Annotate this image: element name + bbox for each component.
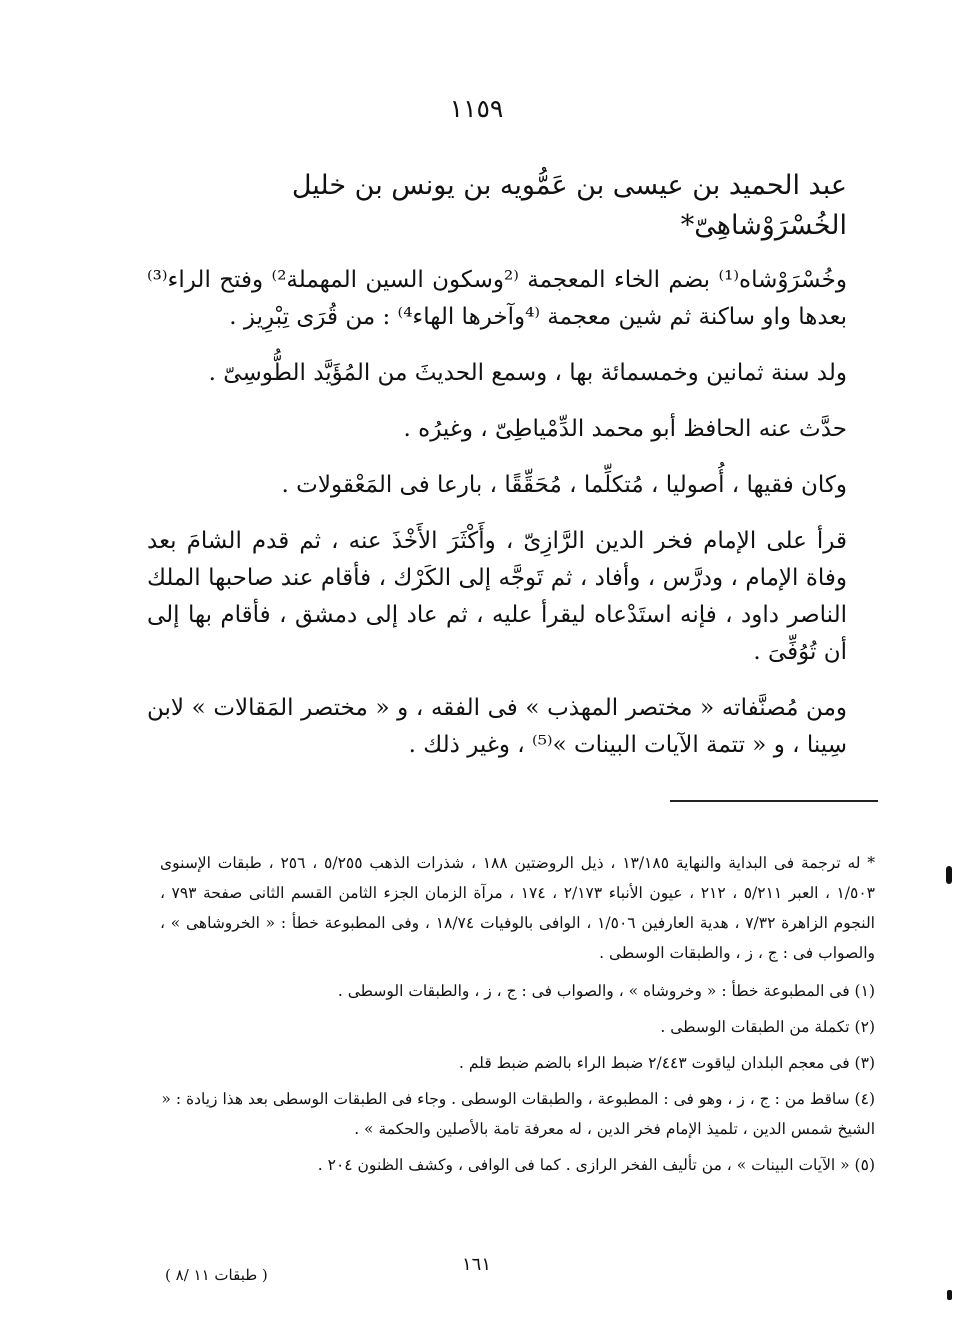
footnote-1: (١) فى المطبوعة خطأ : « وخروشاه » ، والصواب فى : ج ، ز ، والطبقات الوسطى .	[337, 982, 875, 1000]
footnote-4: (٤) ساقط من : ج ، ز ، وهو فى : المطبوعة ، والطبقات الوسطى . وجاء فى الطبقات الوسطى بعد هذا زيادة : « الشيخ شمس الدين ، تلميذ الإمام فخر الدين ، له معرفة تامة بالأصلين والحكمة » .	[161, 1090, 875, 1138]
main-text	[147, 166, 847, 783]
footnote-3: (٣) فى معجم البلدان لياقوت ٢/٤٤٣ ضبط الراء بالضم ضبط قلم .	[459, 1054, 875, 1072]
page-number: ١٦١	[461, 1254, 491, 1275]
footnote-5: (٥) « الآيات البينات » ، من تأليف الفخر الرازى . كما فى الوافى ، وكشف الظنون ٢٠٤ .	[317, 1156, 875, 1174]
signature-mark: ( طبقات ١١ /٨ )	[165, 1266, 268, 1284]
entry-number: ١١٥٩	[449, 94, 504, 123]
scan-margin-mark	[946, 866, 952, 884]
paragraph-works: ومن مُصنَّفاته « مختصر المهذب » فى الفقه ، و « مختصر المَقالات » لابن سِينا ، و « تتمة الآيات البينات »⁽⁵⁾ ، وغير ذلك .	[147, 695, 847, 758]
entry-title: عبد الحميد بن عيسى بن عَمُّويه بن يونس بن خليل الخُسْرَوْشاهِىّ*	[291, 170, 847, 241]
paragraph-narrators: حدَّث عنه الحافظ أبو محمد الدِّمْياطِىّ ، وغيرُه .	[403, 416, 847, 442]
paragraph-birth: ولد سنة ثمانين وخمسمائة بها ، وسمع الحديثَ من المُؤَيَّد الطُّوسِىّ .	[208, 360, 847, 386]
footnotes-section	[160, 848, 875, 1186]
paragraph-qualities: وكان فقيها ، أُصوليا ، مُتكلِّما ، مُحَقِّقًا ، بارعا فى المَعْقولات .	[281, 472, 847, 498]
paragraph-name-origin: وخُسْرَوْشاه⁽¹⁾ بضم الخاء المعجمة ⁽²وسكون السين المهملة²⁾ وفتح الراء⁽³⁾ بعدها واو ساكنة ثم شين معجمة ⁽⁴وآخرها الهاء⁴⁾ : من قُرَى تِبْرِيز .	[147, 267, 847, 330]
biography-sources-note: * له ترجمة فى البداية والنهاية ١٣/١٨٥ ، ذيل الروضتين ١٨٨ ، شذرات الذهب ٥/٢٥٥ ، ٢٥٦ ، طبقات الإسنوى ١/٥٠٣ ، العبر ٥/٢١١ ، ٢١٢ ، عيون الأنباء ٢/١٧٣ ، ١٧٤ ، مرآة الزمان الجزء الثامن القسم الثانى صفحة ٧٩٣ ، النجوم الزاهرة ٧/٣٢ ، هدية العارفين ١/٥٠٦ ، الوافى بالوفيات ١٨/٧٤ ، وفى المطبوعة خطأ : « الخروشاهى » ، والصواب فى : ج ، ز ، والطبقات الوسطى .	[160, 854, 876, 962]
scan-margin-dot	[947, 1290, 952, 1300]
footnote-divider	[670, 800, 878, 802]
paragraph-studies: قرأ على الإمام فخر الدين الرَّازِىّ ، وأَكْثَرَ الأَخْذَ عنه ، ثم قدم الشامَ بعد وفاة الإمام ، ودرَّس ، وأفاد ، ثم تَوجَّه إلى الكَرْك ، فأقام عند صاحبها الملك الناصر داود ، فإنه استَدْعاه ليقرأ عليه ، ثم عاد إلى دمشق ، فأقام بها إلى أن تُوُفِّىَ .	[147, 528, 847, 665]
footnote-2: (٢) تكملة من الطبقات الوسطى .	[660, 1018, 875, 1036]
